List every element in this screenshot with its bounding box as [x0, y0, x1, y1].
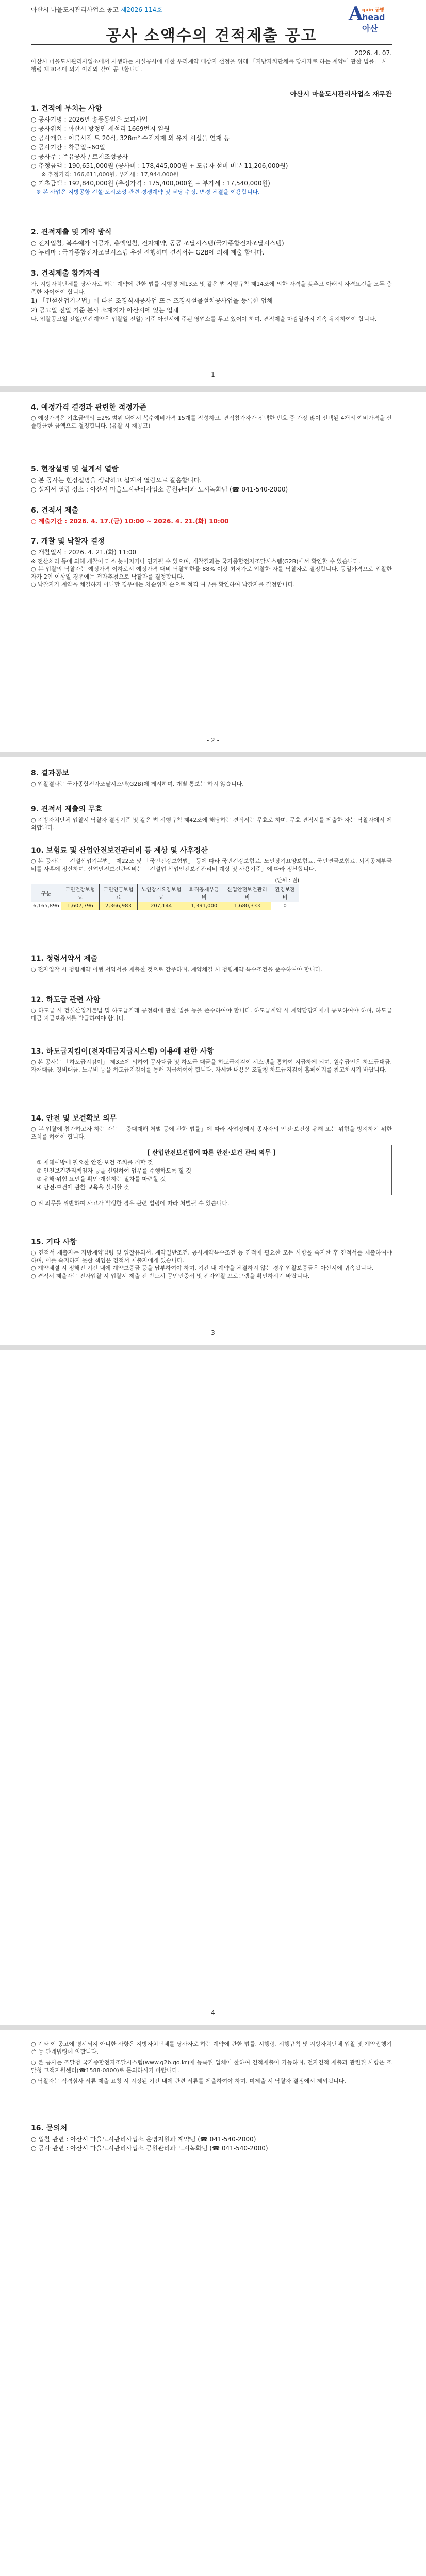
list-item: ○ 누리마 : 국가종합전자조달시스템 우선 진행하며 견적서는 G2B에 의해 제출 합니다.: [31, 249, 265, 256]
section-4: [31, 402, 392, 430]
section-2: [31, 227, 392, 258]
paragraph: ○ 하도급 시 건설산업기본법 및 하도급거래 공정화에 관한 법률 등을 준수하여야 합니다. 하도급계약 시 계약담당자에게 통보하여야 하며, 하도급대금 지급보증서를 발급하여야 합니다.: [31, 1007, 392, 1022]
table-cell: 1,607,796: [61, 902, 99, 910]
page-number: - 1 -: [207, 371, 219, 378]
list-item: ○ 전자입찰, 복수예가 비공개, 총액입찰, 전자계약, 공공 조달시스템(국가종합전자조달시스템): [31, 240, 284, 247]
notice-number: [31, 5, 162, 14]
section-8: [31, 768, 392, 788]
section-title: 5. 현장설명 및 설계서 열람: [31, 465, 119, 473]
list-item: ○ 공사개요 : 이블시적 트 20식, 328m²·수적지제 외 유지 시설을 연재 등: [31, 134, 230, 142]
page-number: - 4 -: [207, 2009, 219, 2016]
page-divider: [0, 2025, 426, 2030]
paragraph: ○ 계약체결 시 정해진 기간 내에 계약보증금 등을 납부하여야 하며, 기간 내 계약을 체결하지 않는 경우 입찰보증금은 아산시에 귀속됩니다.: [31, 1265, 373, 1272]
page-number: - 2 -: [207, 737, 219, 744]
list-item: ○ 기초금액 : 192,840,000원 (추정가격 : 175,400,000원 + 부가세 : 17,540,000원): [31, 180, 270, 187]
page-divider: [0, 752, 426, 757]
table-cell: 1,391,000: [185, 902, 223, 910]
list-item: ※ 본 사업은 지방공항 건설·도시조성 관련 경쟁계약 및 담당 수정, 변경 체결을 이용합니다.: [36, 189, 260, 195]
section-6: [31, 505, 392, 527]
list-item: ○ 공사기명 : 2026년 송풍동일운 코피사업: [31, 116, 148, 123]
list-item: ○ 공사기간 : 착공일~60일: [31, 144, 106, 151]
paragraph: ○ 본 입찰에 참가하고자 하는 자는 「중대재해 처벌 등에 관한 법률」에 따라 사업장에서 종사자의 안전·보건상 유해 또는 위험을 방지하기 위한 조치를 하여야 합니다.: [31, 1126, 392, 1140]
section-9: [31, 804, 392, 832]
title-divider: [31, 44, 392, 45]
list-item: ※ 추정가격: 166,611,000원, 부가세 : 17,944,000원: [41, 171, 179, 178]
section-title: 16. 문의처: [31, 2124, 68, 2132]
signer: 아산시 마을도시관리사업소 재무관: [290, 91, 392, 98]
section-11: [31, 953, 392, 973]
paragraph: ○ 낙찰자가 계약을 체결하지 아니할 경우에는 차순위자 순으로 적격 여부를 확인하여 낙찰자를 결정합니다.: [31, 581, 295, 588]
section-title: 12. 하도급 관련 사항: [31, 996, 101, 1004]
logo-word-1: gain 동행: [362, 8, 384, 13]
insurance-table: [31, 884, 299, 910]
section-title: 1. 견적에 부치는 사항: [31, 105, 102, 113]
box-line: ② 안전보건관리책임자 등을 선임하여 업무를 수행하도록 할 것: [37, 1167, 191, 1174]
paragraph: 나. 입찰공고일 전일(민간계약은 입찰일 전일) 기준 아산시에 주된 영업소를 두고 있어야 하며, 견적제출 마감일까지 계속 유지하여야 합니다.: [31, 316, 377, 323]
intro-text: 아산시 마을도시관리사업소에서 시행하는 시설공사에 대한 우리계약 대상자 선정을 위해 「지방자치단체를 당사자로 하는 계약에 관한 법률」 시행령 제30조에 의거 아래와 같이 공고합니다.: [31, 58, 387, 73]
paragraph: ○ 위 의무를 위반하여 사고가 발생한 경우 관련 법령에 따라 처벌될 수 있습니다.: [31, 1200, 230, 1207]
paragraph: ○ 본 입찰의 낙찰자는 예정가격 이하로서 예정가격 대비 낙찰하한율 88% 이상 최저가로 입찰한 자를 낙찰자로 결정합니다. 동일가격으로 입찰한 자가 2인 이상일 경우에는 전자추첨으로 낙찰자를 결정합니다.: [31, 566, 392, 580]
submission-period: ○ 제출기간 : 2026. 4. 17.(금) 10:00 ~ 2026. 4. 21.(화) 10:00: [31, 518, 229, 525]
section-title: 2. 견적제출 및 계약 방식: [31, 228, 112, 236]
list-item: ○ 본 공사는 현장설명을 생략하고 설계서 열람으로 갈음합니다.: [31, 477, 202, 484]
logo-letter-icon: A: [349, 3, 363, 25]
table-caption: (단위 : 원): [275, 878, 299, 884]
paragraph: ○ 예정가격은 기초금액의 ±2% 범위 내에서 복수예비가격 15개를 작성하고, 견적참가자가 선택한 번호 중 가장 많이 선택된 4개의 예비가격을 산술평균한 금액으로 결정합니다. (유찰 시 재공고): [31, 415, 392, 429]
table-cell: 0: [271, 902, 299, 910]
opening-date: ○ 개찰일시 : 2026. 4. 21.(화) 11:00: [31, 549, 137, 556]
notice-prefix: 아산시 마을도시관리사업소 공고: [31, 6, 119, 13]
table-cell: 6,165,896: [31, 902, 61, 910]
section-15-continued: [31, 2040, 392, 2085]
page-divider: [0, 1345, 426, 1350]
section-title: 7. 개찰 및 낙찰자 결정: [31, 537, 105, 546]
column-header: 산업안전보건관리비: [223, 884, 271, 902]
section-13: [31, 1046, 392, 1074]
notice-number-value: 제2026-114호: [120, 6, 162, 13]
column-header: 구분: [31, 884, 61, 902]
section-15: [31, 1236, 392, 1280]
section-1: [31, 103, 392, 196]
paragraph: ○ 본 공사는 「하도급지킴이」 제3조에 의하여 공사대금 및 하도급 대금을 하도급지킴이 시스템을 통하여 지급하게 되며, 원수급인은 하도급대금, 자재대금, 장비대금, 노무비 등을 하도급지킴이를 통해 지급하여야 합니다. 자세한 내용은 조달청 하도급지킴이 홈페이지를 참고하시기 바랍니다.: [31, 1059, 392, 1073]
box-line: ③ 유해·위험 요인을 확인·개선하는 절차를 마련할 것: [37, 1176, 166, 1182]
asan-logo: [349, 3, 392, 33]
list-item: ○ 추정금액 : 190,651,000원 (공사비 : 178,445,000원 + 도급자 설비 비분 11,206,000원): [31, 162, 288, 170]
section-title: 14. 안전 및 보건확보 의무: [31, 1114, 117, 1123]
paragraph: ○ 전자입찰 시 청렴계약 이행 서약서를 제출한 것으로 간주하며, 계약체결 시 청렴계약 특수조건을 준수하여야 합니다.: [31, 966, 322, 973]
section-14: [31, 1113, 392, 1207]
section-3: [31, 268, 392, 323]
list-item: 1) 「건설산업기본법」에 따른 조경식재공사업 또는 조경시설물설치공사업을 등록한 업체: [31, 297, 273, 304]
section-title: 9. 견적서 제출의 무효: [31, 805, 102, 814]
list-item: ○ 공사위치 : 아산시 방정면 제석리 1669번지 일원: [31, 125, 170, 132]
paragraph: ○ 낙찰자는 적격심사 서류 제출 요청 시 지정된 기간 내에 관련 서류를 제출하여야 하며, 미제출 시 낙찰자 결정에서 제외됩니다.: [31, 2078, 346, 2084]
list-item: 2) 공고일 전일 기준 본사 소재지가 아산시에 있는 업체: [31, 307, 179, 314]
paragraph: ○ 기타 이 공고에 명시되지 아니한 사항은 지방자치단체를 당사자로 하는 계약에 관한 법률, 시행령, 시행규칙 및 지방자치단체 입찰 및 계약집행기준 등 관계법령에 의합니다.: [31, 2041, 392, 2055]
section-title: 15. 기타 사항: [31, 1238, 77, 1246]
section-16: [31, 2123, 392, 2154]
page-number: - 3 -: [207, 1329, 219, 1336]
logo-word-2: head 아산: [362, 12, 385, 33]
paragraph: ○ 지방자치단체 입찰시 낙찰자 결정기준 및 같은 법 시행규칙 제42조에 해당하는 견적서는 무효로 하며, 무효 견적서를 제출한 자는 낙찰자에서 제외합니다.: [31, 817, 392, 831]
section-title: 4. 예정가격 결정과 관련한 적정가준: [31, 403, 146, 412]
table-cell: 207,144: [137, 902, 185, 910]
section-title: 10. 보험료 및 산업안전보건관리비 등 계상 및 사후정산: [31, 846, 208, 855]
paragraph: ○ 견적서 제출자는 지방계약법령 및 입찰유의서, 계약일반조건, 공사계약특수조건 등 견적에 필요한 모든 사항을 숙지한 후 견적서를 제출하여야 하며, 이를 숙지하지 못한 책임은 견적서 제출자에게 있습니다.: [31, 1249, 392, 1264]
section-7: [31, 536, 392, 588]
section-title: 6. 견적서 제출: [31, 506, 79, 515]
list-item: ○ 공사 관련 : 아산시 마을도시관리사업소 공원관리과 도시녹화팀 (☎ 041-540-2000): [31, 2145, 268, 2152]
column-header: 퇴직공제부금비: [185, 884, 223, 902]
box-line: ④ 안전·보건에 관한 교육을 실시할 것: [37, 1184, 129, 1191]
box-line: ① 재해예방에 필요한 안전·보건 조치를 취할 것: [37, 1159, 153, 1166]
paragraph: ○ 본 공사는 「건설산업기본법」 제22조 및 「국민건강보험법」 등에 따라 국민건강보험료, 노인장기요양보험료, 국민연금보험료, 퇴직공제부금비를 사후에 정산하며, 산업안전보건관리비는 「건설업 산업안전보건관리비 계상 및 사용기준」에 따라 정산합니다.: [31, 858, 392, 872]
section-12: [31, 994, 392, 1022]
column-header: 환경보전비: [271, 884, 299, 902]
column-header: 노인장기요양보험료: [137, 884, 185, 902]
list-item: ○ 입찰 관련 : 아산시 마을도시관리사업소 운영지원과 계약팀 (☎ 041-540-2000): [31, 2136, 256, 2143]
page-title: 공사 소액수의 견적제출 공고: [106, 27, 317, 45]
table-row: [31, 902, 299, 910]
paragraph: ※ 전산처리 등에 의해 개찰이 다소 늦어지거나 연기될 수 있으며, 개찰결과는 국가종합전자조달시스템(G2B)에서 확인할 수 있습니다.: [31, 558, 361, 565]
paragraph: ○ 본 공사는 조달청 국가종합전자조달시스템(www.g2b.go.kr)에 등록된 업체에 한하여 견적제출이 가능하며, 전자견적 제출과 관련된 사항은 조달청 고객지원센터(☎1588-0800)로 문의하시기 바랍니다.: [31, 2059, 392, 2074]
section-10: [31, 845, 392, 910]
table-cell: 1,680,333: [223, 902, 271, 910]
box-title: [ 산업안전보건법에 따른 안전·보건 관리 의무 ]: [147, 1149, 276, 1156]
column-header: 국민연금보험료: [99, 884, 137, 902]
section-title: 11. 청렴서약서 제출: [31, 955, 98, 963]
paragraph: ○ 입찰결과는 국가종합전자조달시스템(G2B)에 게시하며, 개별 통보는 하지 않습니다.: [31, 781, 244, 787]
section-title: 8. 결과통보: [31, 769, 70, 777]
list-item: ○ 공사주 : 주유공사 / 토지조성공사: [31, 153, 128, 160]
section-title: 13. 하도급지킴이(전자대금지급시스템) 이용에 관한 사항: [31, 1047, 214, 1056]
page-divider: [0, 386, 426, 392]
paragraph: ○ 견적서 제출자는 전자입찰 시 입찰서 제출 전 반드시 공인인증서 및 전자입찰 프로그램을 확인하시기 바랍니다.: [31, 1273, 310, 1279]
table-header-row: [31, 884, 299, 902]
safety-box: [31, 1145, 392, 1195]
section-5: [31, 464, 392, 495]
table-cell: 2,366,983: [99, 902, 137, 910]
section-title: 3. 견적제출 참가자격: [31, 269, 100, 278]
paragraph: 가. 지방자치단체를 당사자로 하는 계약에 관한 법률 시행령 제13조 및 같은 법 시행규칙 제14조에 의한 자격을 갖추고 아래의 자격요건을 모두 충족한 자이어야 합니다.: [31, 281, 392, 295]
list-item: ○ 설계서 열람 장소 : 아산시 마을도시관리사업소 공원관리과 도시녹화팀 (☎ 041-540-2000): [31, 486, 288, 493]
notice-date: 2026. 4. 07.: [354, 49, 392, 57]
column-header: 국민건강보험료: [61, 884, 99, 902]
